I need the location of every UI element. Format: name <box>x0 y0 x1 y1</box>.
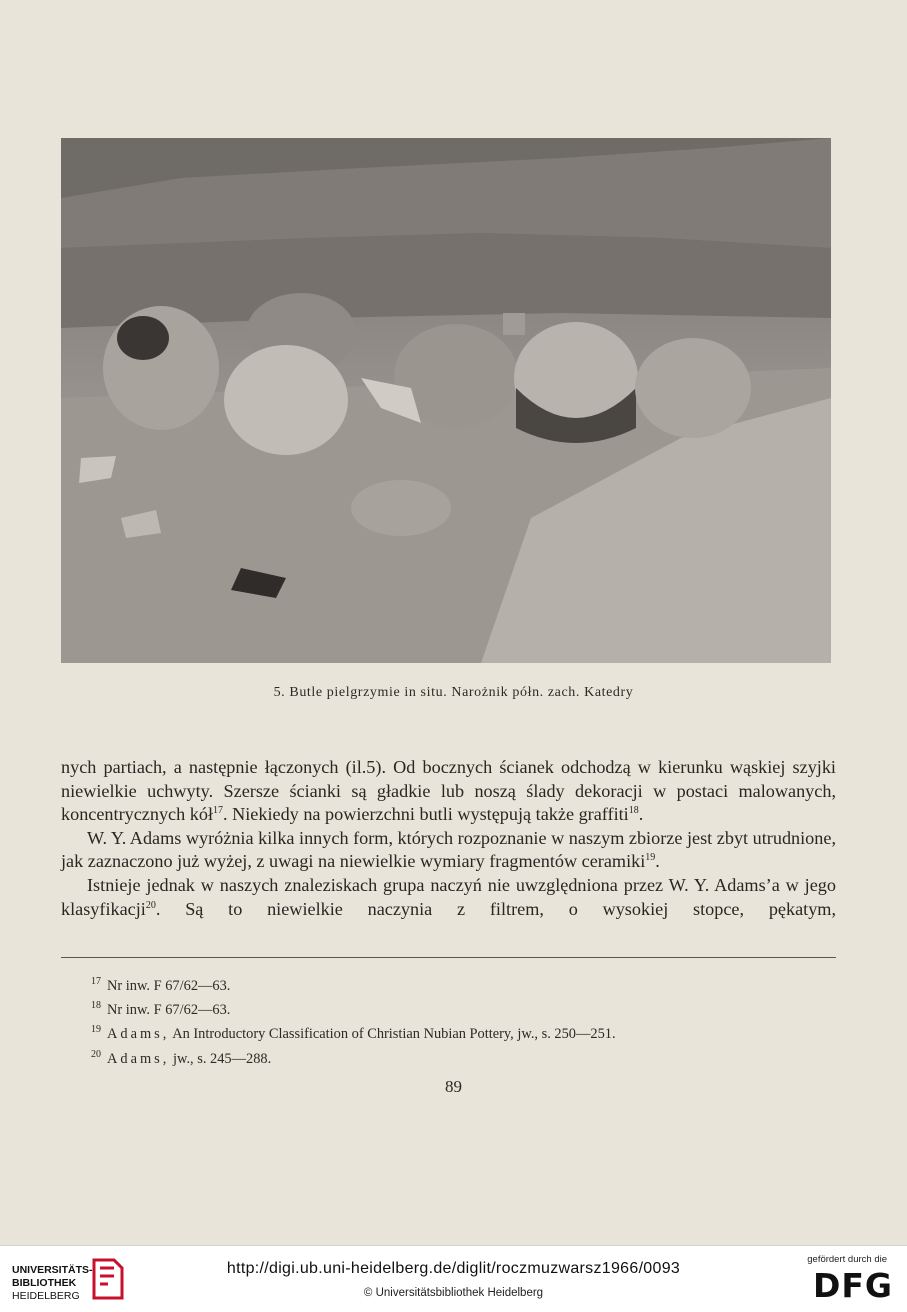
footer-bar <box>0 1245 907 1312</box>
footnotes <box>91 972 831 1069</box>
footnote-17: $^{17}$ Nr inw. F 67/62—63. <box>91 976 231 994</box>
library-name[interactable]: UNIVERSITÄTS- BIBLIOTHEK HEIDELBERG <box>12 1264 93 1302</box>
photo-illustration <box>61 138 831 663</box>
body-text <box>61 756 836 921</box>
copyright-notice: © Universitätsbibliothek Heidelberg <box>363 1287 544 1299</box>
footnote-20: $^{20}$ Adams, jw., s. 245—288. <box>91 1048 272 1067</box>
paragraph-1: nych partiach, a następnie łączonych (il.5). Od bocznych ścianek odchodzą w kierunku wąskiej szyjki niewielkie uchwyty. Szersze ścianki są gładkie lub noszą ślady dekoracji w postaci malowanych, koncentrycznych kół$^{17}$. Niekiedy na powierzchni butli występują także graffiti$^{18}$. <box>61 757 836 825</box>
dfg-logo[interactable]: DFG <box>812 1266 893 1305</box>
paragraph-2: W. Y. Adams wyróżnia kilka innych form, których rozpoznanie w naszym zbiorze jest zbyt utrudnione, jak zaznaczono już wyżej, z uwagi na niewielkie wymiary fragmentów ceramiki$^{19}$. <box>61 827 836 872</box>
footnote-18: $^{18}$ Nr inw. F 67/62—63. <box>91 1000 231 1018</box>
source-url-link[interactable]: http://digi.ub.uni-heidelberg.de/diglit/roczmuzwarsz1966/0093 <box>226 1260 681 1277</box>
excavation-photo <box>61 138 831 663</box>
funder-note: gefördert durch die <box>807 1254 887 1265</box>
footnote-divider <box>61 957 836 958</box>
page-number: 89 <box>445 1077 462 1096</box>
paragraph-3: Istnieje jednak w naszych znaleziskach grupa naczyń nie uwzględniona przez W. Y. Adams’a w jego klasyfikacji$^{20}$. Są to niewielkie naczynia z filtrem, o wysokiej stopce, pękatym, <box>61 874 836 919</box>
footnote-19: $^{19}$ Adams, An Introductory Classification of Christian Nubian Pottery, jw., s. 250—251. <box>91 1024 616 1043</box>
figure-caption: 5. Butle pielgrzymie in situ. Narożnik półn. zach. Katedry <box>273 685 634 700</box>
